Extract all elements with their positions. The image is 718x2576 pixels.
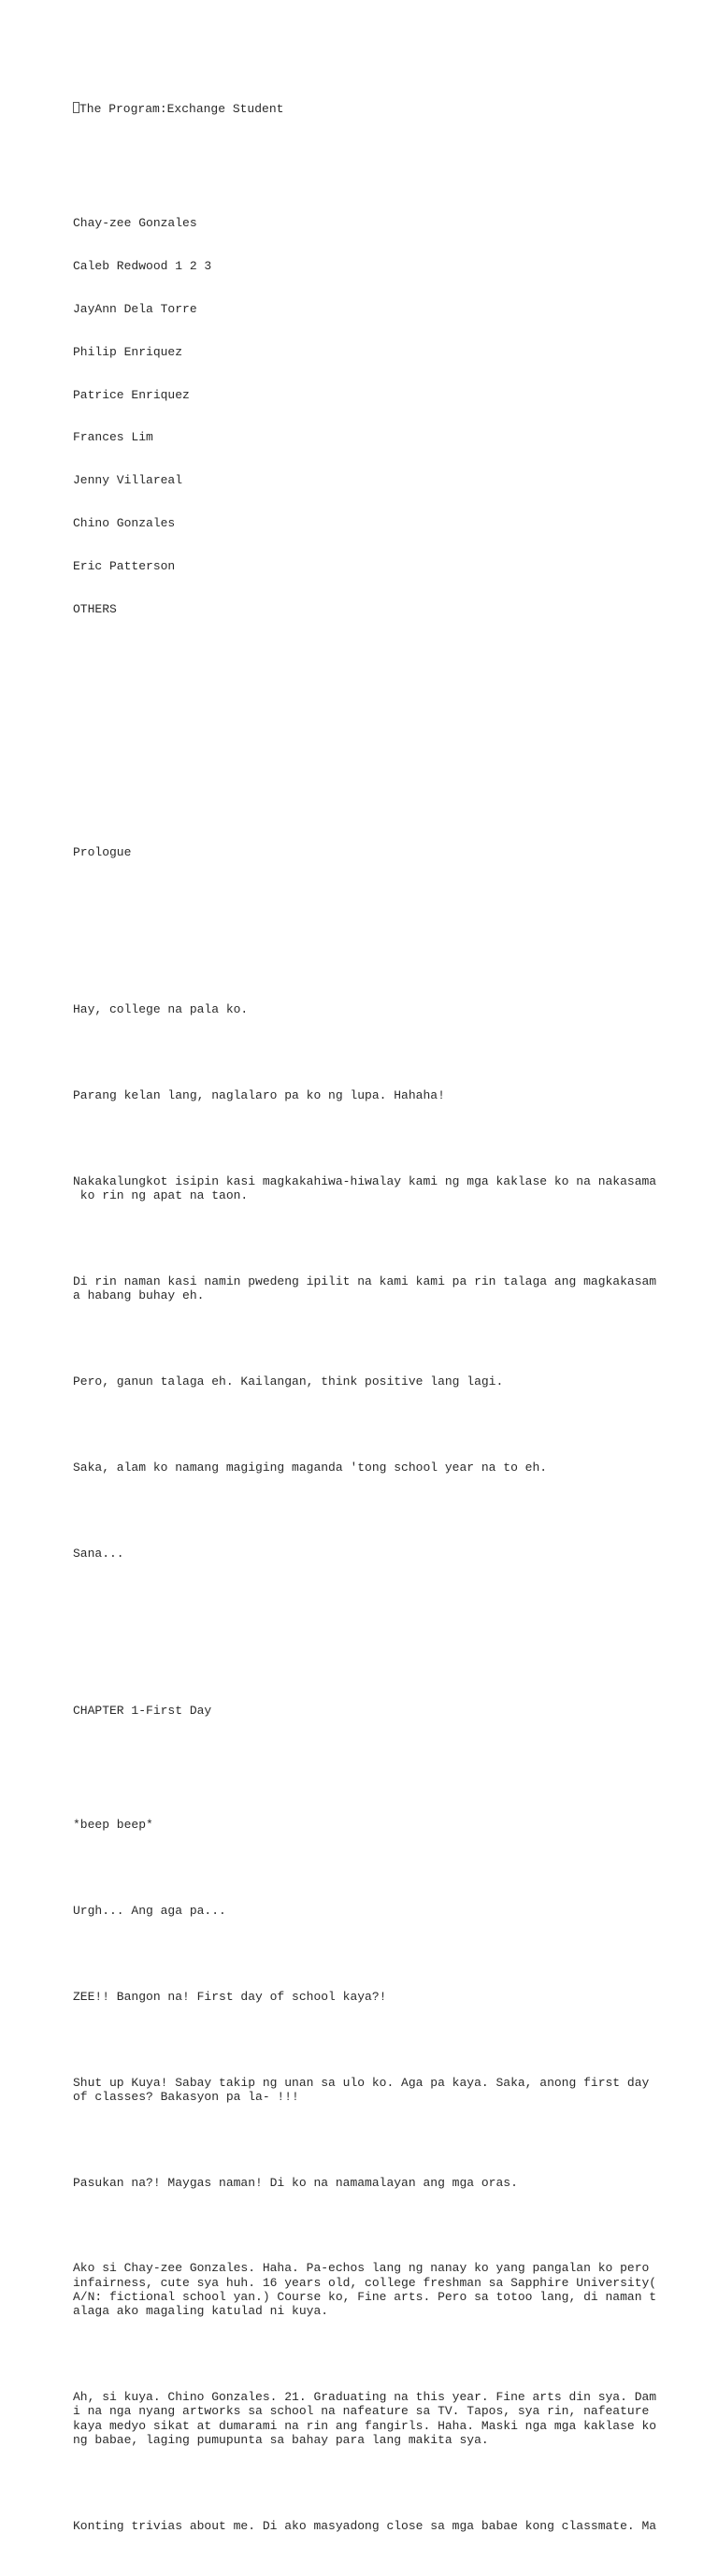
paragraph: Pero, ganun talaga eh. Kailangan, think positive lang lagi. <box>73 1374 504 1389</box>
character-item: Caleb Redwood 1 2 3 <box>73 258 212 273</box>
character-item: OTHERS <box>73 601 117 616</box>
paragraph: Urgh... Ang aga pa... <box>73 1904 226 1918</box>
paragraph: Ah, si kuya. Chino Gonzales. 21. Graduating na this year. Fine arts din sya. Dam i na nga nyang artworks sa school na nafeature sa TV. Tapos, sya rin, nafeature kaya medyo sikat at dumarami na rin ang fangirls. Haha. Maski nga mga kaklase ko ng babae, laging pumupunta sa bahay para lang makita sya. <box>73 2390 657 2447</box>
paragraph: Ako si Chay-zee Gonzales. Haha. Pa-echos lang ng nanay ko yang pangalan ko pero infairness, cute sya huh. 16 years old, college freshman sa Sapphire University( A/N: fictional school yan.) Course ko, Fine arts. Pero sa totoo lang, di naman t alaga ako magaling katulad ni kuya. <box>73 2261 657 2319</box>
document-title: The Program:Exchange Student <box>79 101 284 116</box>
paragraph: *beep beep* <box>73 1818 153 1833</box>
missing-glyph-icon <box>73 102 79 113</box>
paragraph: Konting trivias about me. Di ako masyadong close sa mga babae kong classmate. Ma <box>73 2518 657 2533</box>
character-item: Frances Lim <box>73 430 153 445</box>
character-item: Patrice Enriquez <box>73 387 190 402</box>
character-item: Jenny Villareal <box>73 473 183 488</box>
paragraph: Saka, alam ko namang magiging maganda 'tong school year na to eh. <box>73 1460 548 1475</box>
document-page <box>73 73 657 2576</box>
paragraph: ZEE!! Bangon na! First day of school kaya?! <box>73 1989 387 2004</box>
character-item: JayAnn Dela Torre <box>73 301 197 316</box>
paragraph: Parang kelan lang, naglalaro pa ko ng lupa. Hahaha! <box>73 1088 445 1103</box>
paragraph: Di rin naman kasi namin pwedeng ipilit na kami kami pa rin talaga ang magkakasam a habang buhay eh. <box>73 1274 657 1303</box>
prologue-section <box>73 974 657 1590</box>
paragraph: Nakakalungkot isipin kasi magkakahiwa-hiwalay kami ng mga kaklase ko na nakasama ko rin ng apat na taon. <box>73 1173 657 1203</box>
paragraph: Shut up Kuya! Sabay takip ng unan sa ulo ko. Aga pa kaya. Saka, anong first day of classes? Bakasyon pa la- !!! <box>73 2075 650 2104</box>
paragraph: Hay, college na pala ko. <box>73 1002 249 1017</box>
document-title-line <box>73 102 653 116</box>
character-item: Chay-zee Gonzales <box>73 215 197 230</box>
paragraph: Sana... <box>73 1546 124 1561</box>
paragraph: Pasukan na?! Maygas naman! Di ko na namamalayan ang mga oras. <box>73 2175 518 2190</box>
character-item: Philip Enriquez <box>73 344 183 359</box>
character-item: Chino Gonzales <box>73 516 176 531</box>
prologue-heading: Prologue <box>73 845 132 860</box>
character-list <box>73 187 653 645</box>
chapter-heading: CHAPTER 1-First Day <box>73 1703 212 1718</box>
character-item: Eric Patterson <box>73 559 176 574</box>
chapter-section <box>73 1790 657 2562</box>
